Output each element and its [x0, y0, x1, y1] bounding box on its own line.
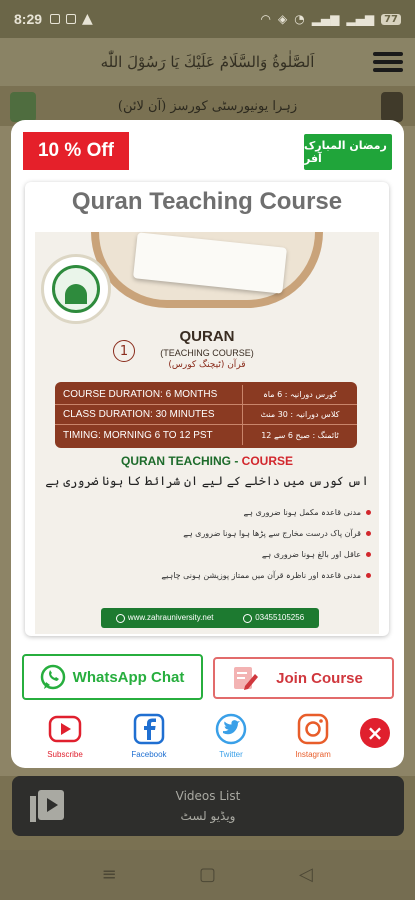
- heading-red-part: COURSE: [241, 454, 293, 468]
- requirement-item: عاقل اور بالغ ہونا ضروری ہے: [131, 544, 371, 565]
- twitter-icon: [214, 712, 248, 746]
- requirements-list: [131, 502, 371, 586]
- requirement-item: مدنی قاعدہ اور ناظرہ قرآن میں ممتاز پوزیشن ہونی چاہیے: [131, 565, 371, 586]
- info-row: [55, 425, 357, 445]
- course-poster[interactable]: [25, 182, 389, 636]
- poster-image: [35, 232, 379, 634]
- menu-icon[interactable]: [373, 52, 403, 72]
- info-english: CLASS DURATION: 30 MINUTES: [55, 405, 243, 424]
- join-course-button[interactable]: [213, 657, 394, 699]
- videos-list-title: Videos List: [175, 789, 241, 803]
- gallery-icon: [50, 14, 60, 24]
- quran-label: QURAN: [179, 328, 235, 345]
- quran-urdu-label: قرآن (ٹیچنگ کورس): [168, 360, 246, 370]
- twitter-button[interactable]: [201, 712, 261, 759]
- close-popup-button[interactable]: ×: [360, 718, 390, 748]
- join-course-label: Join Course: [276, 669, 363, 687]
- info-row: [55, 405, 357, 425]
- notification-icon: [66, 14, 76, 24]
- battery-indicator: 77: [381, 14, 401, 25]
- phone-text: 03455105256: [255, 613, 305, 623]
- vibrate-icon: ◈: [277, 12, 288, 26]
- salawat-text: اَلصَّلٰوةُ وَالسَّلَامُ عَلَيْكَ يَا رَسُوْلَ اللّٰه: [100, 53, 315, 71]
- video-library-icon: [28, 788, 66, 824]
- course-info-table: [55, 382, 357, 448]
- heading-green-part: QURAN TEACHING -: [120, 454, 242, 468]
- whatsapp-chat-button[interactable]: [22, 654, 203, 700]
- signal-icon: ▂▄▆: [311, 12, 340, 26]
- home-nav-icon[interactable]: ▢: [198, 864, 216, 885]
- course-number: 1: [113, 340, 135, 362]
- facebook-button[interactable]: [119, 712, 179, 759]
- university-logo: [41, 254, 111, 324]
- signal-icon-2: ▂▄▆: [346, 12, 375, 26]
- course-title: Quran Teaching Course: [71, 188, 343, 215]
- wifi-icon: ◔: [294, 12, 305, 26]
- system-nav-bar: [0, 850, 415, 900]
- phone-icon: [243, 614, 252, 623]
- status-time: 8:29: [14, 11, 43, 27]
- subscribe-button[interactable]: [35, 712, 95, 759]
- youtube-icon: [48, 712, 82, 746]
- whatsapp-label: WhatsApp Chat: [72, 668, 185, 686]
- info-english: COURSE DURATION: 6 MONTHS: [55, 385, 243, 404]
- globe-icon: [116, 614, 125, 623]
- facebook-icon: [132, 712, 166, 746]
- status-bar: [0, 0, 415, 38]
- facebook-label: Facebook: [131, 750, 167, 759]
- requirements-heading: اس کورس میں داخلے کے لیے ان شرائط کا ہونا ضروری ہے: [45, 474, 369, 488]
- app-header: [0, 38, 415, 86]
- app-subtitle: زہرا یونیورسٹی کورسز (آن لائن): [117, 98, 298, 114]
- headset-icon: ◠: [260, 12, 271, 26]
- info-urdu: کورس دورانیہ : 6 ماہ: [263, 390, 337, 399]
- videos-list-button[interactable]: [12, 776, 404, 836]
- ramadan-offer-badge: رمضان المبارک آفر: [304, 134, 392, 170]
- instagram-button[interactable]: [283, 712, 343, 759]
- info-english: TIMING: MORNING 6 TO 12 PST: [55, 425, 243, 445]
- back-nav-icon[interactable]: ◁: [298, 864, 313, 885]
- app-a-icon: ▲: [82, 11, 93, 27]
- requirement-item: قرآن پاک درست مخارج سے پڑھا ہوا ہونا ضروری ہے: [131, 523, 371, 544]
- info-urdu: کلاس دورانیہ : 30 منٹ: [260, 410, 340, 419]
- instagram-label: Instagram: [295, 750, 331, 759]
- twitter-label: Twitter: [219, 750, 243, 759]
- instagram-icon: [296, 712, 330, 746]
- subscribe-label: Subscribe: [47, 750, 83, 759]
- recents-nav-icon[interactable]: ≡: [101, 864, 117, 885]
- discount-badge: 10 % Off: [23, 132, 129, 170]
- edit-document-icon: [231, 664, 259, 692]
- website-text: www.zahrauniversity.net: [127, 613, 214, 623]
- info-urdu: ٹائمنگ : صبح 6 سے 12: [261, 430, 339, 440]
- quran-teaching-course-heading: [35, 454, 379, 468]
- teaching-course-label: (TEACHING COURSE): [160, 348, 254, 358]
- requirement-item: مدنی قاعدہ مکمل ہونا ضروری ہے: [131, 502, 371, 523]
- contact-bar: [101, 608, 319, 628]
- info-row: [55, 385, 357, 405]
- course-popup: [11, 120, 404, 768]
- videos-list-urdu: ویڈیو لسٹ: [180, 809, 236, 823]
- whatsapp-icon: [40, 664, 66, 690]
